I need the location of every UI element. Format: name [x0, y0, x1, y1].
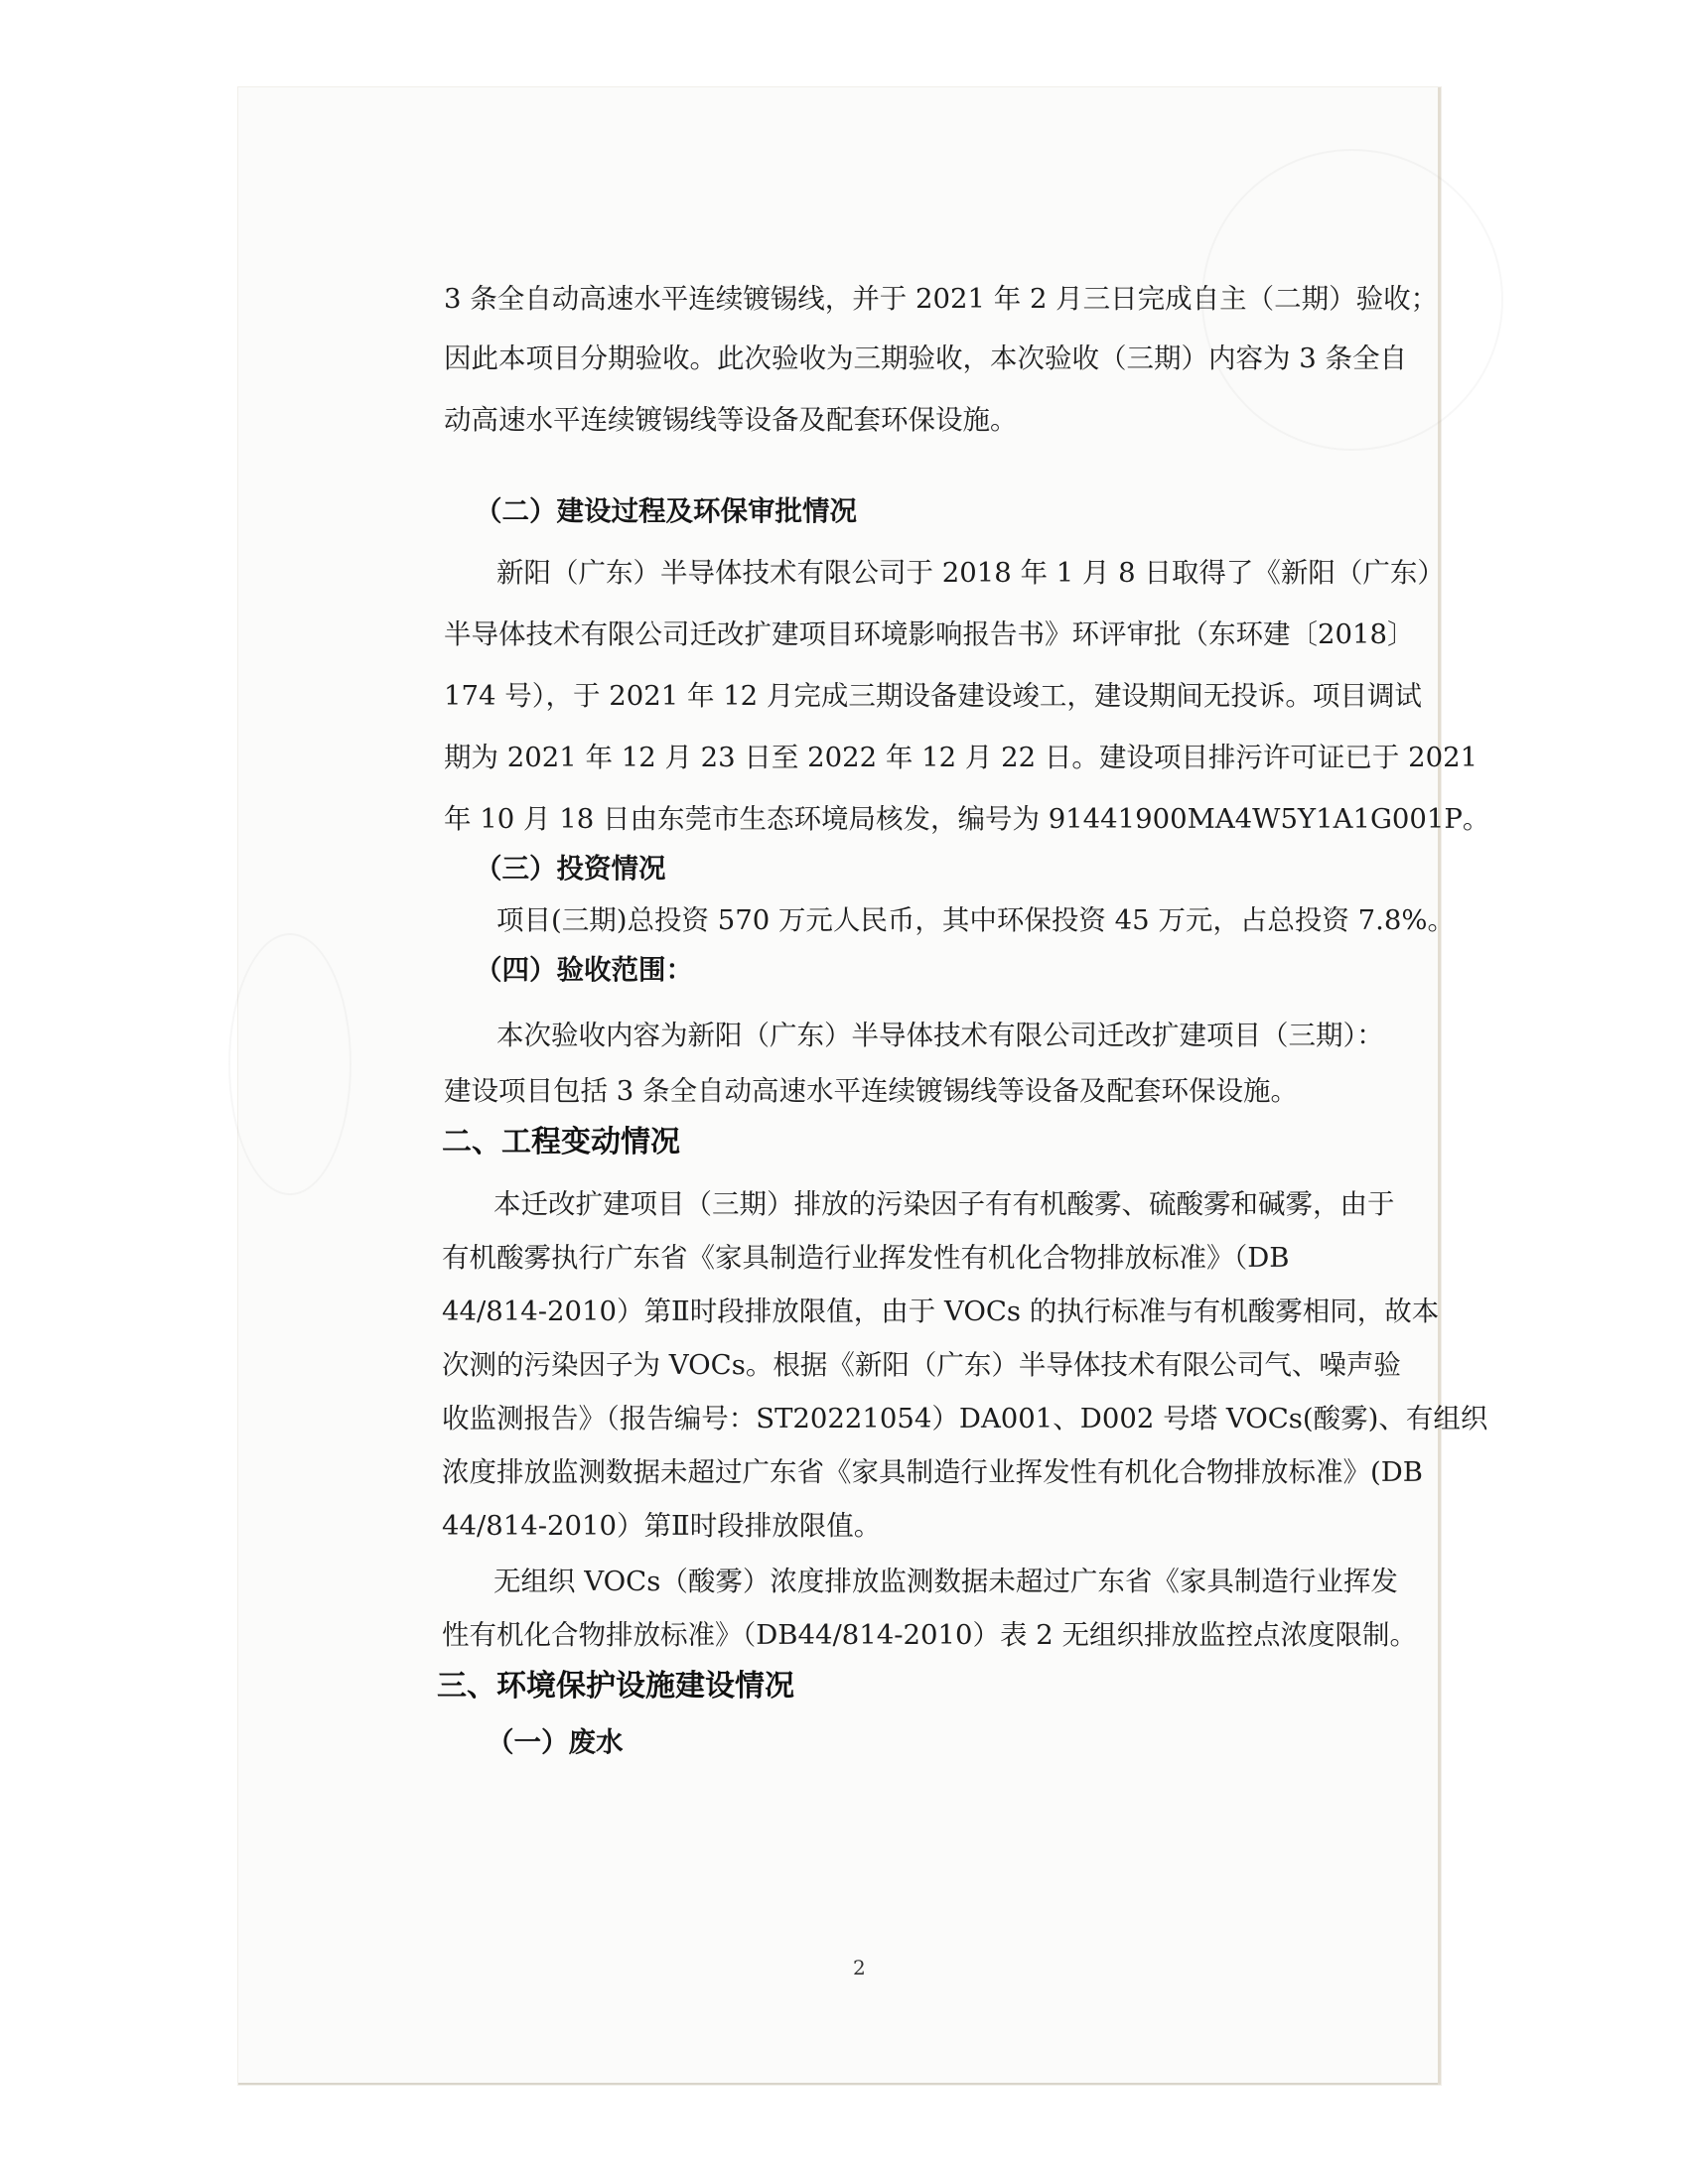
body-text-line: 浓度排放监测数据未超过广东省《家具制造行业挥发性有机化合物排放标准》(DB — [442, 1456, 1423, 1488]
section-heading-construction: （二）建设过程及环保审批情况 — [475, 495, 857, 527]
body-text-line: 新阳（广东）半导体技术有限公司于 2018 年 1 月 8 日取得了《新阳（广东） — [496, 557, 1445, 589]
body-text-line: 有机酸雾执行广东省《家具制造行业挥发性有机化合物排放标准》（DB — [442, 1242, 1290, 1274]
body-text-line: 本迁改扩建项目（三期）排放的污染因子有有机酸雾、硫酸雾和碱雾，由于 — [493, 1188, 1395, 1220]
body-text-line: 次测的污染因子为 VOCs。根据《新阳（广东）半导体技术有限公司气、噪声验 — [442, 1349, 1401, 1381]
body-text-line: 半导体技术有限公司迁改扩建项目环境影响报告书》环评审批（东环建〔2018〕 — [444, 618, 1415, 650]
body-text-line: 性有机化合物排放标准》（DB44/814-2010）表 2 无组织排放监控点浓度限制。 — [442, 1619, 1418, 1651]
body-text-line: 174 号），于 2021 年 12 月完成三期设备建设竣工，建设期间无投诉。项目调试 — [444, 680, 1422, 712]
body-text-line: 3 条全自动高速水平连续镀锡线，并于 2021 年 2 月三日完成自主（二期）验收； — [444, 283, 1439, 315]
body-text-line: 44/814-2010）第Ⅱ时段排放限值。 — [442, 1510, 882, 1542]
body-text-line: 44/814-2010）第Ⅱ时段排放限值，由于 VOCs 的执行标准与有机酸雾相同，故本 — [442, 1296, 1440, 1327]
section-heading-changes: 二、工程变动情况 — [442, 1125, 680, 1160]
page-number: 2 — [853, 1956, 866, 1979]
body-text-line: 期为 2021 年 12 月 23 日至 2022 年 12 月 22 日。建设项目排污许可证已于 2021 — [444, 742, 1478, 773]
body-text-line: 因此本项目分期验收。此次验收为三期验收，本次验收（三期）内容为 3 条全自 — [444, 342, 1407, 374]
section-heading-scope: （四）验收范围： — [475, 954, 693, 986]
body-text-line: 动高速水平连续镀锡线等设备及配套环保设施。 — [444, 404, 1018, 436]
body-text-line: 年 10 月 18 日由东莞市生态环境局核发，编号为 91441900MA4W5Y1A1G001P。 — [444, 803, 1490, 835]
body-text-line: 无组织 VOCs（酸雾）浓度排放监测数据未超过广东省《家具制造行业挥发 — [493, 1566, 1398, 1597]
section-heading-investment: （三）投资情况 — [475, 853, 666, 885]
body-text-line: 建设项目包括 3 条全自动高速水平连续镀锡线等设备及配套环保设施。 — [444, 1075, 1298, 1107]
section-heading-facilities: 三、环境保护设施建设情况 — [437, 1669, 794, 1704]
body-text-line: 本次验收内容为新阳（广东）半导体技术有限公司迁改扩建项目（三期）： — [496, 1020, 1384, 1051]
subsection-heading-wastewater: （一）废水 — [487, 1726, 624, 1758]
body-text-line: 项目(三期)总投资 570 万元人民币，其中环保投资 45 万元，占总投资 7.8%。 — [496, 904, 1456, 936]
body-text-line: 收监测报告》（报告编号：ST20221054）DA001、D002 号塔 VOCs(酸雾)、有组织 — [442, 1403, 1488, 1434]
